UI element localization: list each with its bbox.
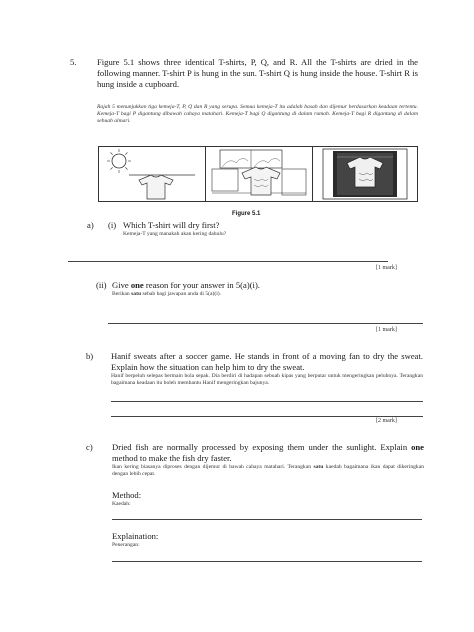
figure-5-1 (98, 146, 418, 202)
answer-line-a-ii[interactable] (108, 323, 423, 324)
part-a-label: a) (87, 220, 94, 230)
mark-b: [2 mark] (376, 418, 397, 424)
panel-p (99, 147, 205, 201)
question-number: 5. (70, 57, 77, 67)
method-label: Method: (112, 490, 142, 500)
intro-text-ms: Rajah 5 menunjukkan tiga kemeja-T, P, Q dan R yang serupa. Semua kemeja-T itu adalah basah dan dijemur berdasarkan keadaan tertentu. Kemeja-T bagi P digantung dibawah cahaya matahari. Kemeja-T bagi Q digantung di dalam rumah. Kemeja-T bagi R digantung di dalam sebuah almari. (97, 104, 418, 125)
answer-line-method[interactable] (112, 519, 422, 520)
figure-caption: Figure 5.1 (232, 211, 261, 217)
part-c-text-ms: Ikan kering biasanya diproses dengan dijemur di bawah cahaya matahari. Terangkan satu kaedah bagaimana ikan dapat dikeringkan dengan lebih cepat. (112, 464, 424, 478)
part-b-label: b) (86, 351, 94, 361)
panel-r (313, 147, 417, 201)
answer-line-b-1[interactable] (111, 401, 423, 402)
q-a-ii-text-en: Give one reason for your answer in 5(a)(i). (112, 280, 260, 290)
window-icon (206, 147, 312, 201)
part-b-text-en: Hanif sweats after a soccer game. He stands in front of a moving fan to dry the sweat. Explain how the situation can help him to dry the sweat. (111, 351, 423, 373)
q-a-i-text-en: Which T-shirt will dry first? (123, 220, 220, 230)
method-label-ms: Kaedah: (112, 501, 131, 507)
q-a-i-text-ms: Kemeja-T yang manakah akan kering dahulu? (123, 231, 227, 237)
explanation-label: Explaination: (112, 531, 159, 541)
answer-line-b-2[interactable] (111, 416, 423, 417)
panel-q (206, 147, 312, 201)
answer-line-a-i[interactable] (68, 261, 388, 262)
part-c-label: c) (86, 442, 93, 452)
part-b-text-ms: Hanif berpeluh selepas bermain bola sepak. Dia berdiri di hadapan sebuah kipas yang berputar untuk mengeringkan peluhnya. Terangkan bagaimana keadaan itu boleh membantu Hanif mengeringkan bajunya. (111, 373, 423, 387)
tshirt-icon (139, 175, 173, 199)
intro-text-en: Figure 5.1 shows three identical T-shirts, P, Q, and R. All the T-shirts are dried in the following manner. T-shirt P is hung in the sun. T-shirt Q is hung inside the house. T-shirt R is hung inside a cupboard. (97, 57, 418, 90)
sun-icon (99, 147, 205, 201)
q-a-ii-text-ms: Berikan satu sebab bagi jawapan anda di 5(a)(i). (112, 291, 222, 297)
cupboard-icon (313, 147, 417, 201)
mark-a-ii: [1 mark] (376, 327, 397, 333)
q-a-i-label: (i) (108, 220, 117, 230)
mark-a-i: [1 mark] (376, 265, 397, 271)
tshirt-icon (242, 167, 280, 195)
answer-line-explanation[interactable] (112, 561, 422, 562)
q-a-ii-label: (ii) (96, 280, 107, 290)
explanation-label-ms: Penerangan: (112, 542, 140, 548)
part-c-text-en: Dried fish are normally processed by exposing them under the sunlight. Explain one method to make the fish dry faster. (112, 442, 424, 464)
